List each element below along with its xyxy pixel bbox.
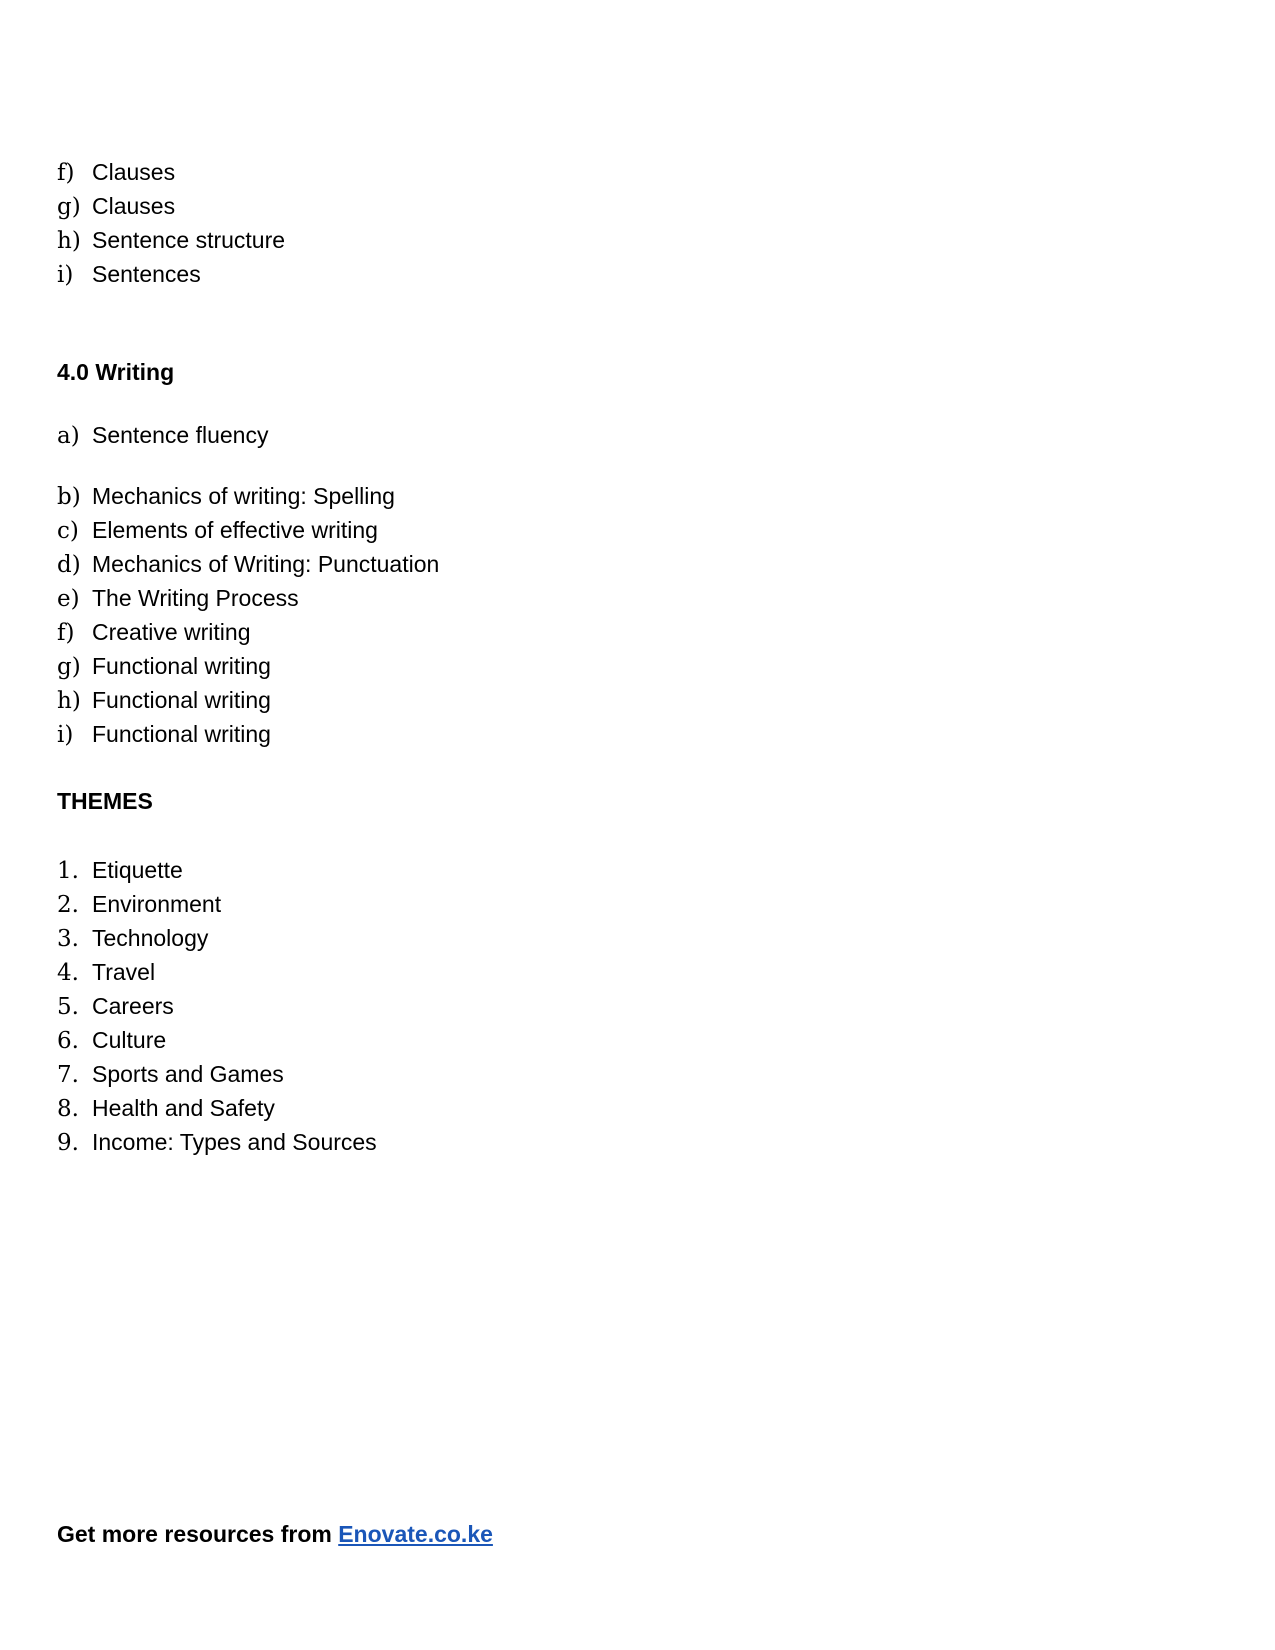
list-item	[57, 649, 439, 683]
list-marker: f)	[57, 160, 75, 186]
list-item	[57, 955, 377, 989]
grammar-list	[57, 155, 285, 291]
section-heading-themes: THEMES	[57, 788, 153, 814]
list-item	[57, 1023, 377, 1057]
list-item	[57, 479, 439, 513]
list-marker: h)	[57, 688, 81, 714]
list-item-text: Elements of effective writing	[92, 517, 378, 543]
list-item-text: Functional writing	[92, 687, 271, 713]
list-item	[57, 189, 285, 223]
list-marker: 2.	[57, 892, 79, 918]
list-marker: e)	[57, 586, 80, 612]
enovate-link[interactable]: Enovate.co.ke	[338, 1521, 493, 1547]
list-marker: d)	[57, 552, 81, 578]
list-item-text: Health and Safety	[92, 1095, 275, 1121]
list-marker: g)	[57, 654, 81, 680]
writing-list	[57, 479, 439, 751]
list-item-text: Sentences	[92, 261, 201, 287]
list-marker: 3.	[57, 926, 79, 952]
list-marker: a)	[57, 423, 80, 449]
list-marker: h)	[57, 228, 81, 254]
list-marker: 7.	[57, 1062, 79, 1088]
list-marker: f)	[57, 620, 75, 646]
list-item-text: The Writing Process	[92, 585, 299, 611]
list-item-text: Culture	[92, 1027, 167, 1053]
writing-list-first	[57, 418, 268, 452]
list-item	[57, 1091, 377, 1125]
list-item	[57, 717, 439, 751]
list-item-text: Sports and Games	[92, 1061, 284, 1087]
list-item-text: Clauses	[92, 193, 176, 219]
list-item	[57, 581, 439, 615]
list-marker: i)	[57, 262, 74, 288]
list-marker: b)	[57, 484, 81, 510]
list-item-text: Travel	[92, 959, 156, 985]
list-item	[57, 257, 285, 291]
list-item	[57, 989, 377, 1023]
list-item-text: Functional writing	[92, 721, 271, 747]
section-heading-writing: 4.0 Writing	[57, 359, 175, 385]
list-marker: 4.	[57, 960, 79, 986]
list-item	[57, 155, 285, 189]
list-item-text: Mechanics of Writing: Punctuation	[92, 551, 440, 577]
list-item	[57, 223, 285, 257]
list-item-text: Clauses	[92, 159, 176, 185]
list-item-text: Sentence structure	[92, 227, 286, 253]
footer-resources	[57, 1519, 493, 1549]
footer-text: Get more resources from	[57, 1521, 339, 1547]
list-item	[57, 853, 377, 887]
list-item-text: Environment	[92, 891, 222, 917]
list-item	[57, 921, 377, 955]
list-marker: 1.	[57, 858, 79, 884]
list-item	[57, 615, 439, 649]
list-item	[57, 547, 439, 581]
list-item-text: Income: Types and Sources	[92, 1129, 377, 1155]
list-marker: 6.	[57, 1028, 79, 1054]
list-item-text: Technology	[92, 925, 209, 951]
list-item-text: Etiquette	[92, 857, 183, 883]
list-item	[57, 513, 439, 547]
list-item	[57, 418, 268, 452]
themes-list	[57, 853, 377, 1159]
list-marker: i)	[57, 722, 74, 748]
list-item-text: Creative writing	[92, 619, 251, 645]
list-item	[57, 1125, 377, 1159]
list-item-text: Mechanics of writing: Spelling	[92, 483, 395, 509]
list-item-text: Functional writing	[92, 653, 271, 679]
list-marker: 9.	[57, 1130, 79, 1156]
list-marker: c)	[57, 518, 79, 544]
list-marker: g)	[57, 194, 81, 220]
list-item-text: Sentence fluency	[92, 422, 269, 448]
list-marker: 8.	[57, 1096, 79, 1122]
list-item	[57, 683, 439, 717]
list-marker: 5.	[57, 994, 79, 1020]
list-item	[57, 1057, 377, 1091]
list-item-text: Careers	[92, 993, 174, 1019]
list-item	[57, 887, 377, 921]
